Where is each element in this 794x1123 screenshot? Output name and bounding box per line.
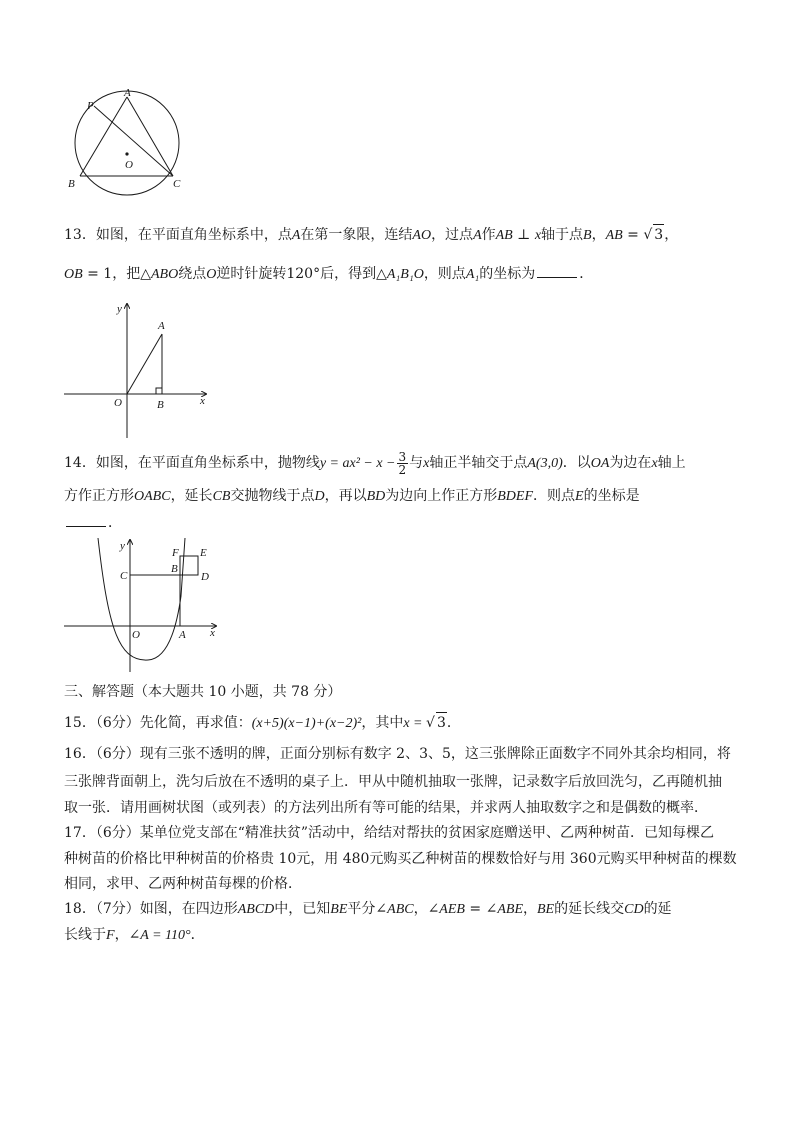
q18-text-b: 中，已知	[274, 901, 331, 917]
q14-fraction	[397, 451, 409, 476]
q14-var-oabc: OABC	[134, 489, 171, 504]
label-y: y	[117, 303, 122, 315]
label-a: A	[179, 629, 186, 641]
q16-line3: 取一张．请用画树状图（或列表）的方法列出所有等可能的结果，并求两人抽取数字之和是偶数的概率．	[64, 800, 708, 816]
q14-frac-den: 2	[398, 462, 407, 477]
q18-var-f: F	[106, 928, 115, 943]
q18-text-a: 18．（7分）如图，在四边形	[64, 901, 238, 917]
q14-text-a: 14．如图，在平面直角坐标系中，抛物线	[64, 455, 320, 471]
q13-text-2a: ，把	[112, 266, 141, 282]
q14-text-2f: ．则点	[533, 488, 576, 504]
q15-text-c: ．	[446, 715, 461, 731]
q18-text-c: 平分	[347, 901, 376, 917]
segment-pc	[94, 106, 173, 176]
q13-text-c: ，过点	[431, 227, 474, 243]
q14-text-2c: 交抛物线于点	[230, 488, 315, 504]
q18-angle-aeb: ∠AEB	[427, 902, 465, 917]
label-c: C	[120, 570, 128, 582]
q13-var-x: x	[534, 228, 542, 243]
label-c: C	[173, 178, 181, 190]
q14-frac-num: 3	[398, 449, 407, 464]
q13-var-a1b1o: A₁B₁O	[386, 267, 424, 282]
q13-text-2b: 绕点	[178, 266, 207, 282]
q13-text-d: 作	[481, 227, 496, 243]
q14-var-x2: x	[651, 456, 658, 471]
q14-text-3: ．	[108, 515, 122, 531]
q14-text-2b: ，延长	[170, 488, 213, 504]
q13-perp: ⊥	[512, 227, 535, 243]
q16-line1: 16．（6分）现有三张不透明的牌，正面分别标有数字 2、3、5，这三张牌除正面数字不同外其余均相同，将	[64, 746, 731, 762]
q15-text-b: ，其中	[361, 715, 404, 731]
q14-text-2e: 为边向上作正方形	[385, 488, 498, 504]
q15-text-a: 15．（6分）先化简，再求值：	[64, 715, 252, 731]
q14-text-2a: 方作正方形	[64, 488, 134, 504]
label-f: F	[172, 547, 179, 559]
figure-q14-parabola	[60, 536, 225, 678]
q14-text-b: 与	[409, 455, 424, 471]
q15-x-eq: x =	[403, 716, 427, 731]
q18-text-f: 的延长线交	[554, 901, 625, 917]
q13-text-g: ，	[664, 227, 679, 243]
figure-q13-axes	[60, 298, 220, 440]
q13-text-2d: ，则点	[423, 266, 466, 282]
label-b: B	[68, 178, 75, 190]
q15-sqrt-sign: √	[426, 715, 435, 731]
q18-var-cd: CD	[624, 902, 644, 917]
q14-line3	[64, 513, 122, 533]
q17-line1: 17．（6分）某单位党支部在“精准扶贫”活动中，给结对帮扶的贫困家庭赠送甲、乙两种树苗．已知每棵乙	[64, 825, 715, 841]
q13-var-b: B	[583, 228, 592, 243]
q18-var-abcd: ABCD	[237, 902, 275, 917]
q13-text-2c: 逆时针旋转120°后，得到	[216, 266, 377, 282]
q14-text-2g: 的坐标是	[583, 488, 640, 504]
label-e: E	[200, 547, 207, 559]
q18-text-d: ，	[413, 901, 428, 917]
q13-var-a1: A₁	[465, 267, 480, 282]
q13-line2	[64, 264, 593, 285]
label-b: B	[171, 563, 178, 575]
q14-line1	[64, 450, 686, 477]
q18-eq: =	[464, 901, 486, 917]
q14-var-d: D	[314, 489, 325, 504]
q13-eq1: = 1	[82, 266, 113, 282]
q13-var-o: O	[206, 267, 217, 282]
q13-text-a: 13．如图，在平面直角坐标系中，点	[64, 227, 292, 243]
q15-line	[64, 712, 461, 734]
q13-eq: =	[622, 227, 644, 243]
q13-var-a: A	[291, 228, 301, 243]
q13-answer-blank[interactable]	[537, 265, 577, 278]
label-d: D	[201, 571, 209, 583]
q14-answer-blank[interactable]	[66, 514, 106, 527]
label-y: y	[120, 540, 125, 552]
q18-var-be: BE	[330, 902, 348, 917]
q14-var-bdef: BDEF	[497, 489, 534, 504]
q13-var-abo: ABO	[151, 267, 179, 282]
q13-sqrt-value: 3	[653, 224, 664, 245]
q14-text-2d: ，再以	[324, 488, 367, 504]
q14-line2	[64, 486, 640, 507]
label-a: A	[124, 87, 131, 99]
q13-text-2e: 的坐标为	[479, 266, 536, 282]
q14-var-cb: CB	[212, 489, 231, 504]
q13-text-b: 在第一象限，连结	[300, 227, 413, 243]
q18-text-2c: ．	[190, 927, 205, 943]
q13-text-2f: ．	[579, 266, 594, 282]
q13-triangle-sign: △	[140, 266, 151, 282]
label-a: A	[158, 320, 165, 332]
center-dot	[125, 152, 128, 155]
q18-var-be2: BE	[537, 902, 555, 917]
figure-q12-circle	[60, 86, 190, 196]
q18-text-g: 的延	[643, 901, 672, 917]
segment-oa	[127, 334, 162, 394]
q14-var-bd: BD	[366, 489, 386, 504]
q14-point-a: A(3,0)	[527, 456, 563, 471]
label-x: x	[210, 627, 215, 639]
q18-line2	[64, 925, 205, 946]
q13-text-e: 轴于点	[541, 227, 584, 243]
label-b: B	[157, 399, 164, 411]
q18-text-e: ，	[523, 901, 537, 917]
q13-text-f: ，	[591, 227, 606, 243]
label-x: x	[200, 395, 205, 407]
q18-angle-abe: ∠ABE	[485, 902, 523, 917]
square-oabc	[130, 575, 180, 626]
q17-line2: 种树苗的价格比甲种树苗的价格贵 10元，用 480元购买乙种树苗的棵数恰好与用 360元购买甲种树苗的棵数	[64, 851, 737, 867]
q18-text-2b: ，	[114, 927, 129, 943]
q13-sqrt-sign: √	[643, 227, 653, 243]
q13-line1	[64, 224, 678, 246]
q14-var-oa: OA	[590, 456, 610, 471]
q18-line1	[64, 899, 672, 920]
q14-var-e: E	[575, 489, 584, 504]
q15-expression: (x+5)(x−1)+(x−2)²	[251, 716, 362, 731]
q14-text-d: ．以	[562, 455, 591, 471]
q13-var-a2: A	[473, 228, 482, 243]
q13-var-ob: OB	[64, 267, 83, 282]
q14-text-c: 轴正半轴交于点	[429, 455, 528, 471]
q13-var-ab: AB	[495, 228, 513, 243]
q13-var-ao: AO	[412, 228, 432, 243]
section-3-heading: 三、解答题（本大题共 10 小题，共 78 分）	[64, 684, 342, 700]
q14-formula: y = ax² − x −	[319, 456, 396, 471]
q14-text-e: 为边在	[609, 455, 652, 471]
q18-angle-abc: ∠ABC	[375, 902, 414, 917]
q18-angle-a: ∠A = 110°	[128, 928, 191, 943]
q16-line2: 三张牌背面朝上，洗匀后放在不透明的桌子上．甲从中随机抽取一张牌，记录数字后放回洗匀，乙再随机抽	[64, 774, 722, 790]
q17-line3: 相同，求甲、乙两种树苗每棵的价格．	[64, 876, 302, 892]
label-p: P	[87, 100, 94, 112]
q13-var-ab2: AB	[605, 228, 623, 243]
q13-triangle-sign2: △	[376, 266, 387, 282]
q14-text-f: 轴上	[657, 455, 686, 471]
label-o: O	[114, 397, 122, 409]
label-o: O	[125, 159, 133, 171]
label-o: O	[132, 629, 140, 641]
right-angle-mark	[156, 388, 162, 394]
q18-text-2a: 长线于	[64, 927, 106, 943]
q15-sqrt-value: 3	[436, 712, 447, 733]
q14-var-x: x	[423, 456, 430, 471]
